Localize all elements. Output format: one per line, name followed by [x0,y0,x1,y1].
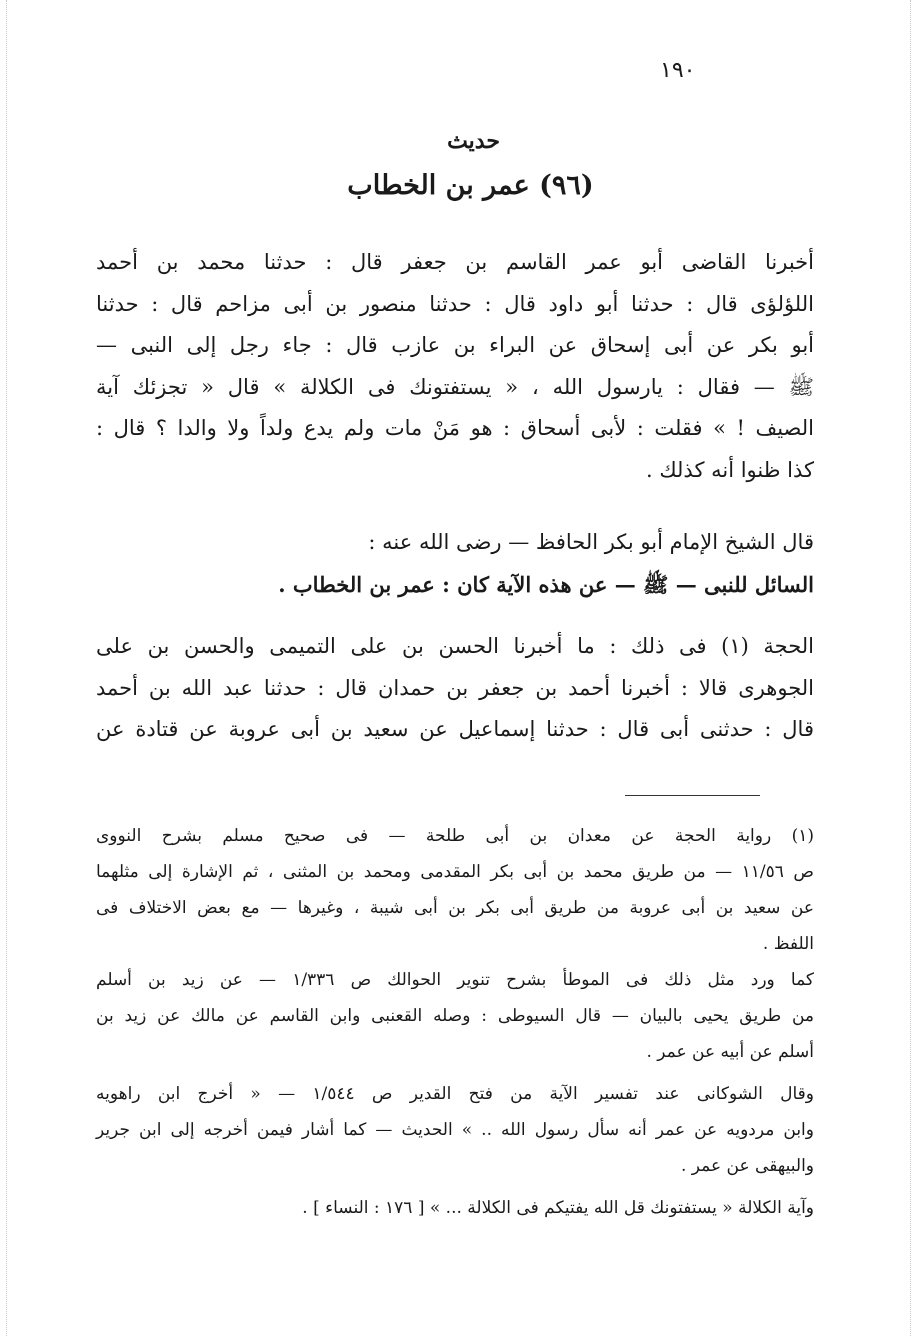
footnote-line: من طريق يحيى بالبيان — قال السيوطى : وصله القعنبى وابن القاسم عن مالك عن زيد بن [96,1006,814,1026]
text-line: كذا ظنوا أنه كذلك . [645,457,814,482]
text-line: أبو بكر عن أبى إسحاق عن البراء بن عازب قال : جاء رجل إلى النبى — [96,333,814,358]
footnote-line: أسلم عن أبيه عن عمر . [646,1042,814,1062]
commentary-paragraph [96,522,814,605]
footnote-separator [625,795,760,796]
text-line: الحجة (١) فى ذلك : ما أخبرنا الحسن بن على التميمى والحسن بن على [96,634,814,658]
footnote-line: وقال الشوكانى عند تفسير الآية من فتح القدير ص ١/٥٤٤ — « أخرج ابن راهويه [96,1084,814,1104]
section-heading-text: حديث [447,128,500,154]
footnote-2 [96,962,814,1070]
footnote-line: ص ١١/٥٦ — من طريق محمد بن أبى بكر المقدمى ومحمد بن المثنى ، ثم الإشارة إلى مثلهما [96,862,814,882]
footnote-line: (١) رواية الحجة عن معدان بن أبى طلحة — فى صحيح مسلم بشرح النووى [96,826,814,846]
section-heading [0,128,919,154]
footnote-line: كما ورد مثل ذلك فى الموطأ بشرح تنوير الحوالك ص ١/٣٣٦ — عن زيد بن أسلم [96,970,814,990]
text-line: الجوهرى قالا : أخبرنا أحمد بن جعفر بن حمدان قال : حدثنا عبد الله بن أحمد [96,675,814,700]
footnote-3 [96,1076,814,1184]
text-line: أخبرنا القاضى أبو عمر القاسم بن جعفر قال : حدثنا محمد بن أحمد [96,250,814,274]
text-line: الصيف ! » فقلت : لأبى أسحاق : هو مَنْ مات ولم يدع ولداً ولا والدا ؟ قال : [96,416,814,441]
hadith-title-text: (٩٦) عمر بن الخطاب [347,170,594,201]
text-line: اللؤلؤى قال : حدثنا أبو داود قال : حدثنا منصور بن أبى مزاحم قال : حدثنا [96,291,814,316]
footnote-line: والبيهقى عن عمر . [680,1156,814,1176]
text-line: السائل للنبى — ﷺ — عن هذه الآية كان : عمر بن الخطاب . [278,571,814,597]
text-line: قال الشيخ الإمام أبو بكر الحافظ — رضى الله عنه : [368,530,814,554]
text-line: ﷺ — فقال : يارسول الله ، « يستفتونك فى الكلالة » قال « تجزئك آية [96,374,814,399]
footnote-line: اللفظ . [762,934,814,954]
isnad-paragraph [96,242,814,492]
proof-paragraph [96,626,814,751]
footnote-line: وآية الكلالة « يستفتونك قل الله يفتيكم فى الكلالة ... » [ ١٧٦ : النساء ] . [302,1198,814,1218]
footnote-1 [96,818,814,962]
page-number: ١٩٠ [660,58,696,83]
hadith-title [0,170,919,201]
footnote-line: وابن مردويه عن عمر أنه سأل رسول الله .. » الحديث — كما أشار فيمن أخرجه إلى ابن جرير [96,1120,814,1140]
footnote-line: عن سعيد بن أبى عروبة من طريق أبى بكر بن أبى شيبة ، وغيرها — مع بعض الاختلاف فى [96,898,814,918]
footnote-4 [96,1190,814,1226]
text-line: قال : حدثنى أبى قال : حدثنا إسماعيل عن سعيد بن أبى عروبة عن قتادة عن [96,717,814,742]
